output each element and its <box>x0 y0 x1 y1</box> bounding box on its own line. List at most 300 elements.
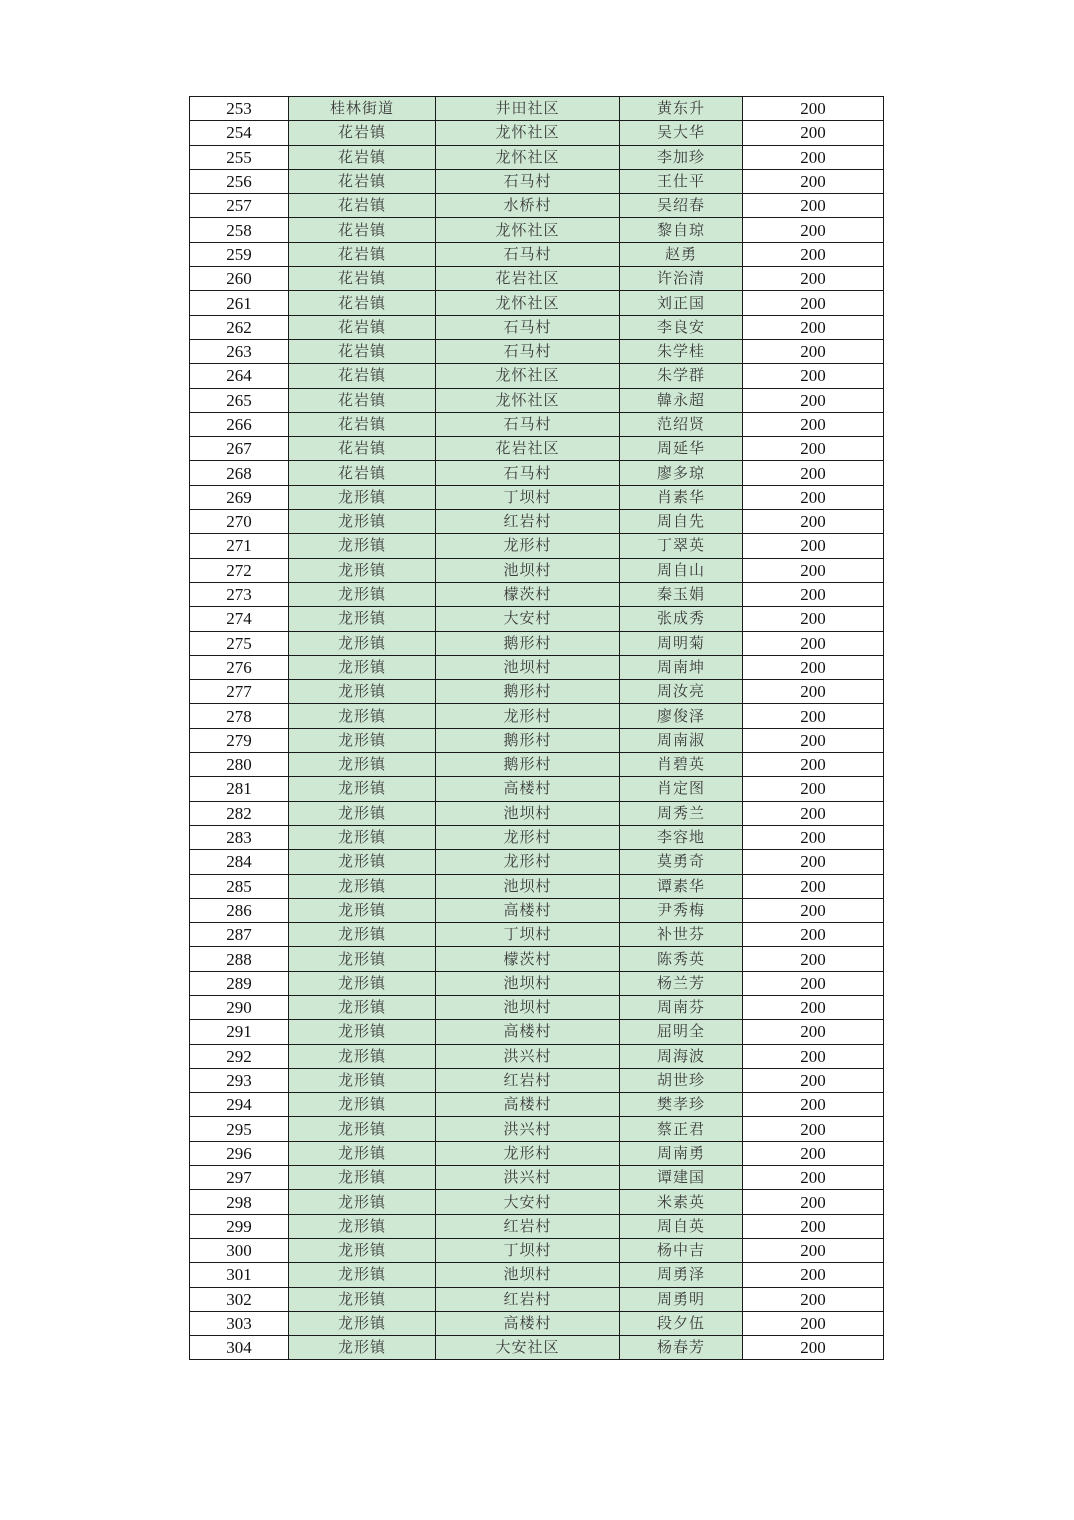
village-cell: 洪兴村 <box>436 1117 620 1141</box>
row-number-cell: 271 <box>190 534 289 558</box>
amount-cell: 200 <box>743 510 884 534</box>
town-cell: 龙形镇 <box>289 825 436 849</box>
town-cell: 龙形镇 <box>289 607 436 631</box>
row-number-cell: 267 <box>190 437 289 461</box>
table-row <box>190 850 884 874</box>
town-cell: 龙形镇 <box>289 1263 436 1287</box>
village-cell: 洪兴村 <box>436 1044 620 1068</box>
village-cell: 石马村 <box>436 412 620 436</box>
village-cell: 丁坝村 <box>436 923 620 947</box>
amount-cell: 200 <box>743 437 884 461</box>
table-row <box>190 485 884 509</box>
row-number-cell: 256 <box>190 169 289 193</box>
amount-cell: 200 <box>743 412 884 436</box>
row-number-cell: 276 <box>190 655 289 679</box>
row-number-cell: 259 <box>190 242 289 266</box>
row-number-cell: 255 <box>190 145 289 169</box>
amount-cell: 200 <box>743 607 884 631</box>
village-cell: 龙怀社区 <box>436 388 620 412</box>
person-name-cell: 周南淑 <box>620 728 743 752</box>
person-name-cell: 周南勇 <box>620 1141 743 1165</box>
town-cell: 龙形镇 <box>289 680 436 704</box>
town-cell: 龙形镇 <box>289 874 436 898</box>
table-row <box>190 1166 884 1190</box>
table-row <box>190 315 884 339</box>
person-name-cell: 许治清 <box>620 267 743 291</box>
row-number-cell: 293 <box>190 1068 289 1092</box>
village-cell: 池坝村 <box>436 1263 620 1287</box>
table-row <box>190 1141 884 1165</box>
person-name-cell: 李良安 <box>620 315 743 339</box>
town-cell: 花岩镇 <box>289 121 436 145</box>
amount-cell: 200 <box>743 218 884 242</box>
amount-cell: 200 <box>743 291 884 315</box>
person-name-cell: 胡世珍 <box>620 1068 743 1092</box>
table-row <box>190 704 884 728</box>
village-cell: 鹅形村 <box>436 728 620 752</box>
village-cell: 高楼村 <box>436 1093 620 1117</box>
row-number-cell: 294 <box>190 1093 289 1117</box>
row-number-cell: 272 <box>190 558 289 582</box>
row-number-cell: 269 <box>190 485 289 509</box>
village-cell: 池坝村 <box>436 995 620 1019</box>
table-row <box>190 169 884 193</box>
row-number-cell: 253 <box>190 97 289 121</box>
row-number-cell: 296 <box>190 1141 289 1165</box>
amount-cell: 200 <box>743 631 884 655</box>
village-cell: 丁坝村 <box>436 1238 620 1262</box>
person-name-cell: 吴绍春 <box>620 194 743 218</box>
person-name-cell: 范绍贤 <box>620 412 743 436</box>
person-name-cell: 周秀兰 <box>620 801 743 825</box>
row-number-cell: 260 <box>190 267 289 291</box>
village-cell: 石马村 <box>436 339 620 363</box>
village-cell: 池坝村 <box>436 874 620 898</box>
amount-cell: 200 <box>743 97 884 121</box>
town-cell: 龙形镇 <box>289 753 436 777</box>
town-cell: 花岩镇 <box>289 267 436 291</box>
village-cell: 龙怀社区 <box>436 121 620 145</box>
table-row <box>190 923 884 947</box>
town-cell: 龙形镇 <box>289 582 436 606</box>
person-name-cell: 廖多琼 <box>620 461 743 485</box>
person-name-cell: 谭建国 <box>620 1166 743 1190</box>
amount-cell: 200 <box>743 947 884 971</box>
village-cell: 大安社区 <box>436 1336 620 1360</box>
table-row <box>190 412 884 436</box>
row-number-cell: 270 <box>190 510 289 534</box>
row-number-cell: 300 <box>190 1238 289 1262</box>
person-name-cell: 李容地 <box>620 825 743 849</box>
row-number-cell: 301 <box>190 1263 289 1287</box>
person-name-cell: 杨春芳 <box>620 1336 743 1360</box>
town-cell: 龙形镇 <box>289 850 436 874</box>
town-cell: 龙形镇 <box>289 1020 436 1044</box>
amount-cell: 200 <box>743 169 884 193</box>
table-row <box>190 1093 884 1117</box>
row-number-cell: 266 <box>190 412 289 436</box>
table-row <box>190 1020 884 1044</box>
person-name-cell: 周勇明 <box>620 1287 743 1311</box>
amount-cell: 200 <box>743 898 884 922</box>
town-cell: 龙形镇 <box>289 1214 436 1238</box>
town-cell: 龙形镇 <box>289 777 436 801</box>
town-cell: 龙形镇 <box>289 947 436 971</box>
amount-cell: 200 <box>743 801 884 825</box>
village-cell: 石马村 <box>436 315 620 339</box>
amount-cell: 200 <box>743 194 884 218</box>
town-cell: 龙形镇 <box>289 1117 436 1141</box>
table-row <box>190 267 884 291</box>
town-cell: 龙形镇 <box>289 1287 436 1311</box>
row-number-cell: 283 <box>190 825 289 849</box>
village-cell: 花岩社区 <box>436 267 620 291</box>
person-name-cell: 廖俊泽 <box>620 704 743 728</box>
person-name-cell: 杨中吉 <box>620 1238 743 1262</box>
person-name-cell: 补世芬 <box>620 923 743 947</box>
row-number-cell: 303 <box>190 1311 289 1335</box>
town-cell: 花岩镇 <box>289 242 436 266</box>
table-row <box>190 680 884 704</box>
table-row <box>190 1214 884 1238</box>
table-row <box>190 510 884 534</box>
row-number-cell: 289 <box>190 971 289 995</box>
row-number-cell: 257 <box>190 194 289 218</box>
amount-cell: 200 <box>743 923 884 947</box>
amount-cell: 200 <box>743 971 884 995</box>
amount-cell: 200 <box>743 339 884 363</box>
row-number-cell: 258 <box>190 218 289 242</box>
person-name-cell: 李加珍 <box>620 145 743 169</box>
row-number-cell: 282 <box>190 801 289 825</box>
village-cell: 龙怀社区 <box>436 145 620 169</box>
row-number-cell: 273 <box>190 582 289 606</box>
village-cell: 鹅形村 <box>436 631 620 655</box>
row-number-cell: 290 <box>190 995 289 1019</box>
table-row <box>190 1287 884 1311</box>
village-cell: 井田社区 <box>436 97 620 121</box>
table-row <box>190 753 884 777</box>
town-cell: 龙形镇 <box>289 971 436 995</box>
table-row <box>190 121 884 145</box>
person-name-cell: 王仕平 <box>620 169 743 193</box>
table-row <box>190 97 884 121</box>
village-cell: 花岩社区 <box>436 437 620 461</box>
table-row <box>190 461 884 485</box>
town-cell: 花岩镇 <box>289 145 436 169</box>
village-cell: 石马村 <box>436 169 620 193</box>
person-name-cell: 肖素华 <box>620 485 743 509</box>
amount-cell: 200 <box>743 1311 884 1335</box>
table-row <box>190 242 884 266</box>
town-cell: 花岩镇 <box>289 315 436 339</box>
person-name-cell: 秦玉娟 <box>620 582 743 606</box>
village-cell: 大安村 <box>436 607 620 631</box>
amount-cell: 200 <box>743 753 884 777</box>
village-cell: 石马村 <box>436 242 620 266</box>
row-number-cell: 302 <box>190 1287 289 1311</box>
person-name-cell: 肖定图 <box>620 777 743 801</box>
person-name-cell: 谭素华 <box>620 874 743 898</box>
village-cell: 龙形村 <box>436 825 620 849</box>
person-name-cell: 周勇泽 <box>620 1263 743 1287</box>
village-cell: 池坝村 <box>436 971 620 995</box>
row-number-cell: 261 <box>190 291 289 315</box>
person-name-cell: 陈秀英 <box>620 947 743 971</box>
amount-cell: 200 <box>743 1263 884 1287</box>
table-row <box>190 194 884 218</box>
row-number-cell: 280 <box>190 753 289 777</box>
row-number-cell: 295 <box>190 1117 289 1141</box>
table-row <box>190 874 884 898</box>
person-name-cell: 尹秀梅 <box>620 898 743 922</box>
town-cell: 龙形镇 <box>289 801 436 825</box>
person-name-cell: 肖碧英 <box>620 753 743 777</box>
person-name-cell: 周延华 <box>620 437 743 461</box>
table-row <box>190 801 884 825</box>
amount-cell: 200 <box>743 1068 884 1092</box>
row-number-cell: 287 <box>190 923 289 947</box>
row-number-cell: 288 <box>190 947 289 971</box>
amount-cell: 200 <box>743 461 884 485</box>
table-row <box>190 1238 884 1262</box>
amount-cell: 200 <box>743 1166 884 1190</box>
row-number-cell: 292 <box>190 1044 289 1068</box>
town-cell: 花岩镇 <box>289 412 436 436</box>
town-cell: 花岩镇 <box>289 364 436 388</box>
amount-cell: 200 <box>743 558 884 582</box>
row-number-cell: 284 <box>190 850 289 874</box>
village-cell: 龙怀社区 <box>436 364 620 388</box>
amount-cell: 200 <box>743 1336 884 1360</box>
person-name-cell: 段夕伍 <box>620 1311 743 1335</box>
person-name-cell: 蔡正君 <box>620 1117 743 1141</box>
table-row <box>190 364 884 388</box>
village-cell: 龙形村 <box>436 534 620 558</box>
person-name-cell: 黄东升 <box>620 97 743 121</box>
village-cell: 高楼村 <box>436 1311 620 1335</box>
row-number-cell: 277 <box>190 680 289 704</box>
village-cell: 红岩村 <box>436 510 620 534</box>
village-cell: 龙形村 <box>436 1141 620 1165</box>
town-cell: 龙形镇 <box>289 510 436 534</box>
town-cell: 龙形镇 <box>289 923 436 947</box>
person-name-cell: 周海波 <box>620 1044 743 1068</box>
row-number-cell: 299 <box>190 1214 289 1238</box>
amount-cell: 200 <box>743 995 884 1019</box>
village-cell: 龙怀社区 <box>436 291 620 315</box>
town-cell: 花岩镇 <box>289 194 436 218</box>
row-number-cell: 298 <box>190 1190 289 1214</box>
amount-cell: 200 <box>743 242 884 266</box>
town-cell: 龙形镇 <box>289 728 436 752</box>
person-name-cell: 吴大华 <box>620 121 743 145</box>
amount-cell: 200 <box>743 1287 884 1311</box>
table-row <box>190 947 884 971</box>
row-number-cell: 275 <box>190 631 289 655</box>
row-number-cell: 262 <box>190 315 289 339</box>
table-row <box>190 582 884 606</box>
table-row <box>190 631 884 655</box>
row-number-cell: 265 <box>190 388 289 412</box>
table-row <box>190 1117 884 1141</box>
row-number-cell: 263 <box>190 339 289 363</box>
table-row <box>190 1044 884 1068</box>
person-name-cell: 屈明全 <box>620 1020 743 1044</box>
town-cell: 龙形镇 <box>289 1068 436 1092</box>
amount-cell: 200 <box>743 485 884 509</box>
table-row <box>190 339 884 363</box>
village-cell: 池坝村 <box>436 655 620 679</box>
amount-cell: 200 <box>743 315 884 339</box>
amount-cell: 200 <box>743 825 884 849</box>
row-number-cell: 264 <box>190 364 289 388</box>
village-cell: 石马村 <box>436 461 620 485</box>
table-row <box>190 971 884 995</box>
village-cell: 水桥村 <box>436 194 620 218</box>
amount-cell: 200 <box>743 1141 884 1165</box>
town-cell: 龙形镇 <box>289 704 436 728</box>
town-cell: 龙形镇 <box>289 1044 436 1068</box>
town-cell: 龙形镇 <box>289 898 436 922</box>
town-cell: 花岩镇 <box>289 388 436 412</box>
amount-cell: 200 <box>743 267 884 291</box>
amount-cell: 200 <box>743 728 884 752</box>
town-cell: 龙形镇 <box>289 558 436 582</box>
town-cell: 花岩镇 <box>289 291 436 315</box>
person-name-cell: 张成秀 <box>620 607 743 631</box>
row-number-cell: 285 <box>190 874 289 898</box>
table-row <box>190 995 884 1019</box>
village-cell: 洪兴村 <box>436 1166 620 1190</box>
person-name-cell: 周自英 <box>620 1214 743 1238</box>
amount-cell: 200 <box>743 1214 884 1238</box>
person-name-cell: 朱学桂 <box>620 339 743 363</box>
person-name-cell: 黎自琼 <box>620 218 743 242</box>
town-cell: 龙形镇 <box>289 1336 436 1360</box>
town-cell: 龙形镇 <box>289 1141 436 1165</box>
amount-cell: 200 <box>743 655 884 679</box>
person-name-cell: 刘正国 <box>620 291 743 315</box>
table-row <box>190 558 884 582</box>
table-row <box>190 534 884 558</box>
person-name-cell: 赵勇 <box>620 242 743 266</box>
person-name-cell: 韓永超 <box>620 388 743 412</box>
row-number-cell: 278 <box>190 704 289 728</box>
table-body <box>190 97 884 1360</box>
amount-cell: 200 <box>743 1044 884 1068</box>
village-cell: 龙形村 <box>436 850 620 874</box>
village-cell: 龙怀社区 <box>436 218 620 242</box>
subsidy-list-table <box>189 96 884 1360</box>
person-name-cell: 樊孝珍 <box>620 1093 743 1117</box>
row-number-cell: 254 <box>190 121 289 145</box>
town-cell: 龙形镇 <box>289 1311 436 1335</box>
person-name-cell: 周汝亮 <box>620 680 743 704</box>
town-cell: 龙形镇 <box>289 995 436 1019</box>
table-row <box>190 655 884 679</box>
person-name-cell: 周南芬 <box>620 995 743 1019</box>
village-cell: 鹅形村 <box>436 680 620 704</box>
row-number-cell: 291 <box>190 1020 289 1044</box>
table-row <box>190 825 884 849</box>
amount-cell: 200 <box>743 1117 884 1141</box>
table-row <box>190 1263 884 1287</box>
amount-cell: 200 <box>743 534 884 558</box>
amount-cell: 200 <box>743 680 884 704</box>
table-row <box>190 1336 884 1360</box>
amount-cell: 200 <box>743 704 884 728</box>
town-cell: 龙形镇 <box>289 655 436 679</box>
village-cell: 高楼村 <box>436 898 620 922</box>
person-name-cell: 周自先 <box>620 510 743 534</box>
amount-cell: 200 <box>743 121 884 145</box>
table-row <box>190 388 884 412</box>
person-name-cell: 朱学群 <box>620 364 743 388</box>
village-cell: 鹅形村 <box>436 753 620 777</box>
person-name-cell: 周明菊 <box>620 631 743 655</box>
town-cell: 龙形镇 <box>289 534 436 558</box>
amount-cell: 200 <box>743 1020 884 1044</box>
table-row <box>190 218 884 242</box>
village-cell: 池坝村 <box>436 801 620 825</box>
person-name-cell: 周自山 <box>620 558 743 582</box>
person-name-cell: 周南坤 <box>620 655 743 679</box>
amount-cell: 200 <box>743 850 884 874</box>
village-cell: 红岩村 <box>436 1287 620 1311</box>
village-cell: 高楼村 <box>436 777 620 801</box>
town-cell: 花岩镇 <box>289 339 436 363</box>
row-number-cell: 286 <box>190 898 289 922</box>
person-name-cell: 莫勇奇 <box>620 850 743 874</box>
table-row <box>190 145 884 169</box>
table-row <box>190 437 884 461</box>
village-cell: 檬茨村 <box>436 582 620 606</box>
village-cell: 红岩村 <box>436 1214 620 1238</box>
row-number-cell: 304 <box>190 1336 289 1360</box>
village-cell: 红岩村 <box>436 1068 620 1092</box>
town-cell: 龙形镇 <box>289 485 436 509</box>
village-cell: 龙形村 <box>436 704 620 728</box>
amount-cell: 200 <box>743 777 884 801</box>
table-row <box>190 1190 884 1214</box>
row-number-cell: 268 <box>190 461 289 485</box>
table-row <box>190 1311 884 1335</box>
amount-cell: 200 <box>743 582 884 606</box>
amount-cell: 200 <box>743 364 884 388</box>
town-cell: 花岩镇 <box>289 218 436 242</box>
village-cell: 丁坝村 <box>436 485 620 509</box>
town-cell: 龙形镇 <box>289 1093 436 1117</box>
village-cell: 大安村 <box>436 1190 620 1214</box>
amount-cell: 200 <box>743 1093 884 1117</box>
person-name-cell: 丁翠英 <box>620 534 743 558</box>
amount-cell: 200 <box>743 388 884 412</box>
table-row <box>190 291 884 315</box>
table-row <box>190 777 884 801</box>
table-row <box>190 728 884 752</box>
row-number-cell: 279 <box>190 728 289 752</box>
town-cell: 龙形镇 <box>289 631 436 655</box>
table-row <box>190 1068 884 1092</box>
town-cell: 花岩镇 <box>289 461 436 485</box>
person-name-cell: 米素英 <box>620 1190 743 1214</box>
person-name-cell: 杨兰芳 <box>620 971 743 995</box>
village-cell: 池坝村 <box>436 558 620 582</box>
row-number-cell: 274 <box>190 607 289 631</box>
row-number-cell: 281 <box>190 777 289 801</box>
amount-cell: 200 <box>743 145 884 169</box>
